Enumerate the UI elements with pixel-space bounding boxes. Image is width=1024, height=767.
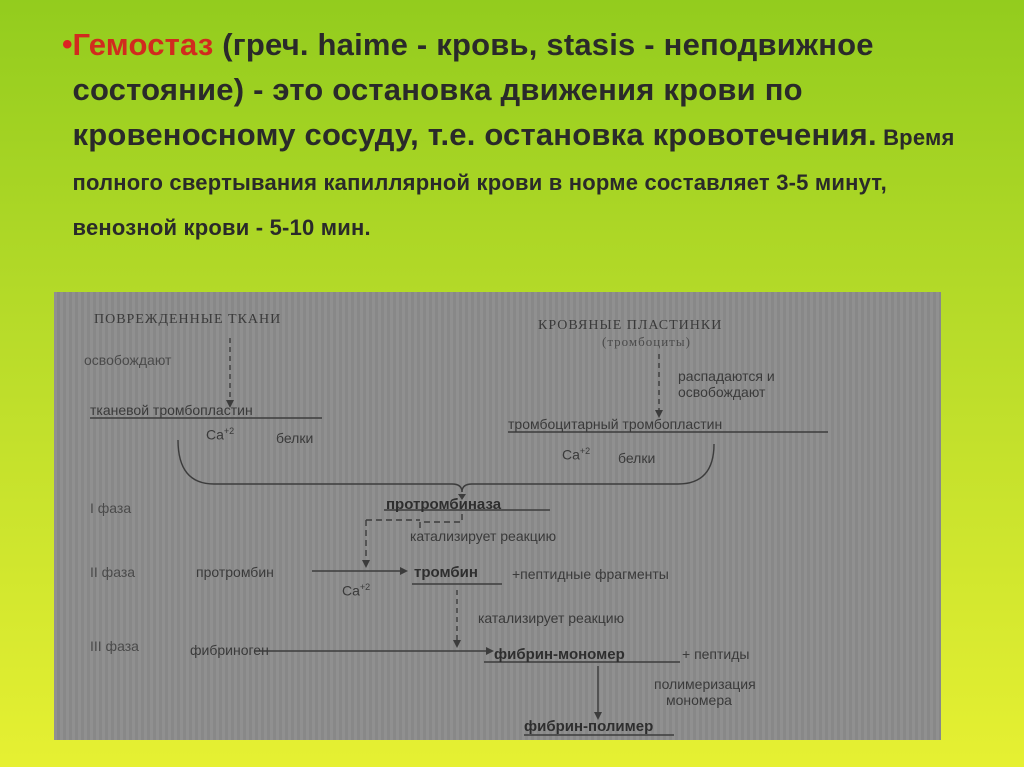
- slide-text-block: [62, 22, 962, 247]
- label-break-down-1: распадаются и: [678, 368, 775, 384]
- label-damaged-tissue: ПОВРЕЖДЕННЫЕ ТКАНИ: [94, 312, 282, 327]
- bullet-paragraph: [62, 22, 962, 247]
- label-fibrin-polymer: фибрин-полимер: [524, 718, 654, 735]
- label-catalyzes-1: катализирует реакцию: [410, 528, 557, 544]
- ca-left-charge: +2: [223, 426, 235, 436]
- ca-mid-charge: +2: [359, 582, 371, 592]
- coagulation-scheme-image: [54, 292, 941, 740]
- term-hemostasis: Гемостаз: [72, 27, 214, 62]
- label-thrombocytes: (тромбоциты): [602, 334, 691, 349]
- ca-right-charge: +2: [579, 446, 591, 456]
- label-fibrin-monomer: фибрин-мономер: [494, 646, 625, 663]
- definition-paragraph: [73, 22, 962, 247]
- clotting-time-note: Время полного свертывания капиллярной крови в норме составляет 3-5 минут, венозной крови - 5-10 мин.: [72, 125, 955, 240]
- label-proteins-right: белки: [618, 450, 656, 466]
- label-polymerization-1: полимеризация: [654, 676, 756, 692]
- label-break-down-2: освобождают: [678, 384, 766, 400]
- label-ca-left: [206, 426, 234, 443]
- label-prothrombin: протромбин: [196, 564, 274, 580]
- label-catalyzes-2: катализирует реакцию: [478, 610, 625, 626]
- ca-right-symbol: Ca: [562, 446, 580, 463]
- label-fibrinogen: фибриноген: [190, 642, 269, 658]
- label-releases: освобождают: [84, 352, 172, 368]
- label-polymerization-2: мономера: [666, 692, 732, 708]
- scheme-lines: [54, 292, 941, 740]
- label-ca-mid: [342, 582, 370, 599]
- label-platelets: КРОВЯНЫЕ ПЛАСТИНКИ: [538, 318, 723, 333]
- label-thrombin: тромбин: [414, 564, 478, 581]
- label-platelet-thromboplastin: тромбоцитарный тромбопластин: [508, 416, 723, 432]
- label-tissue-thromboplastin: тканевой тромбопластин: [90, 402, 253, 418]
- label-prothrombinase: протромбиназа: [386, 496, 502, 513]
- label-phase-2: II фаза: [90, 564, 136, 580]
- bullet-marker: •: [62, 28, 73, 61]
- label-phase-1: I фаза: [90, 500, 132, 516]
- definition-text: (греч. haime - кровь, stasis - неподвижное состояние) - это остановка движения крови по кровеносному сосуду, т.е. остановка кровотечения.: [72, 27, 877, 152]
- label-phase-3: III фаза: [90, 638, 139, 654]
- label-peptides: + пептиды: [682, 646, 750, 662]
- ca-mid-symbol: Ca: [342, 582, 360, 599]
- ca-left-symbol: Ca: [206, 426, 224, 443]
- label-ca-right: [562, 446, 590, 463]
- label-peptide-fragments: +пептидные фрагменты: [512, 566, 669, 582]
- label-proteins-left: белки: [276, 430, 314, 446]
